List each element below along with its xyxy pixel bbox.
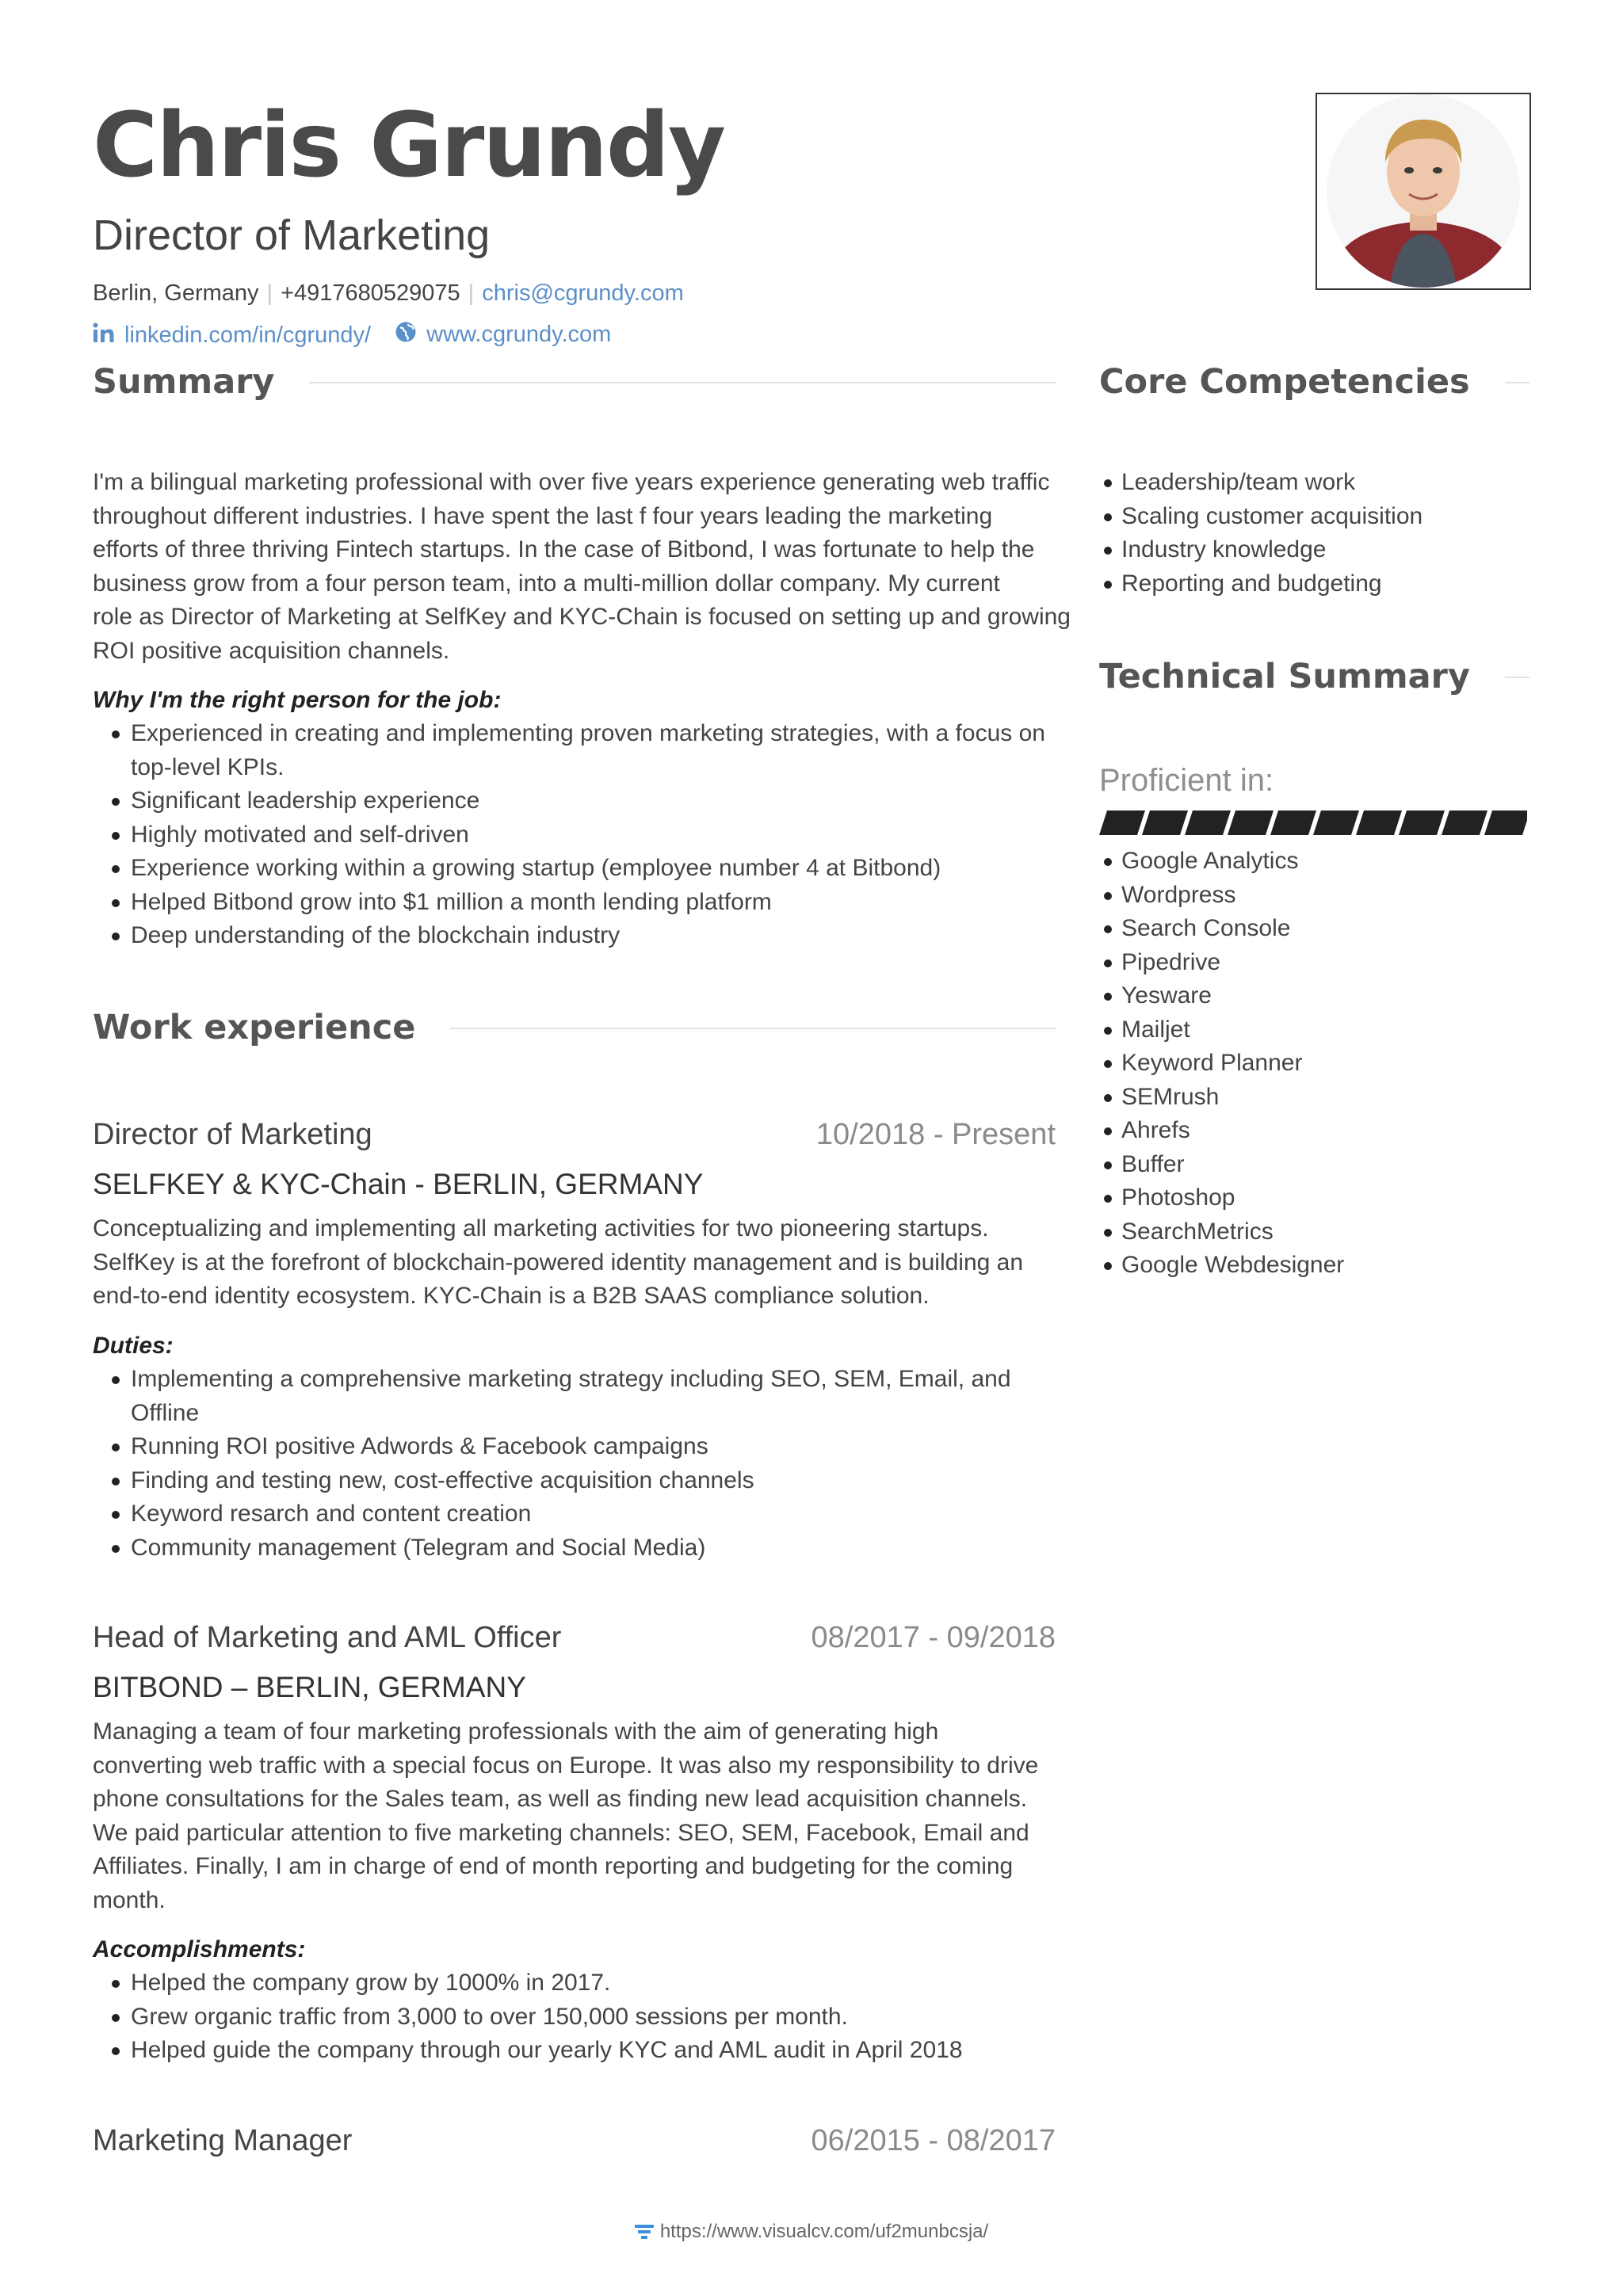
list-item: Highly motivated and self-driven [93, 818, 1064, 852]
skill-segment [1313, 810, 1359, 835]
description-line: Managing a team of four marketing professionals with the aim of generating high [93, 1718, 939, 1745]
email-link[interactable]: chris@cgrundy.com [482, 280, 684, 306]
list-item: Google Analytics [1099, 845, 1527, 879]
description-line: Affiliates. Finally, I am in charge of end of month reporting and budgeting for the coming [93, 1853, 1014, 1879]
skill-segment [1484, 810, 1527, 835]
job-company: SELFKEY & KYC-Chain - BERLIN, GERMANY [93, 1168, 704, 1200]
list-item: Running ROI positive Adwords & Facebook campaigns [93, 1430, 1044, 1464]
description-line: Conceptualizing and implementing all marketing activities for two pioneering startups. [93, 1215, 989, 1241]
job-title: Marketing Manager [93, 2124, 353, 2157]
list-item: Photoshop [1099, 1181, 1527, 1215]
list-item: Reporting and budgeting [1099, 567, 1527, 601]
section-title: Core Competencies [1099, 362, 1470, 402]
separator: | [266, 280, 273, 306]
website-url: www.cgrundy.com [426, 321, 612, 347]
list-item: Yesware [1099, 979, 1527, 1013]
duties-list [93, 1363, 1044, 1565]
summary-line: role as Director of Marketing at SelfKey and KYC-Chain is focused on setting up and growing [93, 604, 1071, 630]
list-item: Scaling customer acquisition [1099, 500, 1527, 534]
summary-line: I'm a bilingual marketing professional with over five years experience generating web traffic [93, 469, 1050, 495]
tools-list [1099, 845, 1527, 1283]
list-item: Community management (Telegram and Social Media) [93, 1531, 1044, 1566]
profile-photo [1316, 93, 1531, 290]
accomplishments-label: Accomplishments: [93, 1936, 306, 1962]
list-item: Leadership/team work [1099, 466, 1527, 500]
list-item: Buffer [1099, 1148, 1527, 1182]
list-item: Experience working within a growing startup (employee number 4 at Bitbond) [93, 852, 1064, 886]
list-item: Industry knowledge [1099, 533, 1527, 567]
accomplishments-list [93, 1966, 1044, 2068]
summary-text [93, 466, 1075, 668]
list-item: Keyword resarch and content creation [93, 1497, 1044, 1531]
summary-line: throughout different industries. I have spent the last f four years leading the marketing [93, 502, 993, 529]
skill-segment [1142, 810, 1188, 835]
summary-line: business grow from a four person team, into a multi-million dollar company. My current [93, 570, 1000, 597]
job-dates: 06/2015 - 08/2017 [811, 2124, 1056, 2157]
job-description [93, 1715, 1075, 1917]
linkedin-link[interactable] [93, 322, 371, 348]
competencies-list [1099, 466, 1527, 601]
phone[interactable]: +4917680529075 [281, 280, 460, 306]
job-title: Director of Marketing [93, 1118, 372, 1151]
list-item: Helped the company grow by 1000% in 2017. [93, 1966, 1044, 2000]
section-title: Work experience [93, 1008, 416, 1047]
visualcv-logo-icon [635, 2224, 654, 2244]
footer-url[interactable]: https://www.visualcv.com/uf2munbcsja/ [659, 2221, 989, 2242]
linkedin-icon [93, 322, 115, 348]
section-title: Technical Summary [1099, 657, 1470, 696]
list-item: Grew organic traffic from 3,000 to over 150,000 sessions per month. [93, 2000, 1044, 2035]
job-dates: 08/2017 - 09/2018 [811, 1621, 1056, 1654]
proficient-label: Proficient in: [1099, 763, 1274, 798]
skill-segment [1399, 810, 1445, 835]
linkedin-url: linkedin.com/in/cgrundy/ [124, 322, 372, 348]
technical-heading [1099, 657, 1529, 696]
portrait-image [1317, 94, 1529, 288]
summary-line: efforts of three thriving Fintech startups. In the case of Bitbond, I was fortunate to help the [93, 536, 1035, 563]
summary-heading [93, 362, 1056, 402]
location: Berlin, Germany [93, 280, 259, 306]
candidate-name: Chris Grundy [93, 94, 725, 197]
description-line: month. [93, 1886, 166, 1913]
section-rule [1505, 677, 1529, 678]
why-list [93, 717, 1064, 953]
description-line: SelfKey is at the forefront of blockchain-powered identity management and is building an [93, 1249, 1024, 1276]
list-item: SearchMetrics [1099, 1215, 1527, 1249]
candidate-title: Director of Marketing [93, 212, 491, 259]
website-link[interactable] [395, 321, 611, 348]
list-item: Pipedrive [1099, 946, 1527, 980]
list-item: Finding and testing new, cost-effective acquisition channels [93, 1464, 1044, 1498]
skill-level-bar [1099, 810, 1527, 837]
skill-segment [1356, 810, 1402, 835]
duties-label: Duties: [93, 1333, 174, 1359]
profile-links [93, 321, 628, 348]
description-line: We paid particular attention to five marketing channels: SEO, SEM, Facebook, Email and [93, 1819, 1029, 1846]
skill-segment [1270, 810, 1316, 835]
work-heading [93, 1008, 1056, 1047]
job-company: BITBOND – BERLIN, GERMANY [93, 1671, 526, 1703]
list-item: Experienced in creating and implementing proven marketing strategies, with a focus on top-level KPIs. [93, 717, 1064, 784]
skill-segment [1185, 810, 1231, 835]
list-item: SEMrush [1099, 1081, 1527, 1115]
section-rule [450, 1028, 1056, 1029]
job-title: Head of Marketing and AML Officer [93, 1621, 562, 1654]
list-item: Deep understanding of the blockchain industry [93, 919, 1064, 953]
list-item: Helped guide the company through our yearly KYC and AML audit in April 2018 [93, 2034, 1044, 2068]
description-line: converting web traffic with a special focus on Europe. It was also my responsibility to drive [93, 1752, 1039, 1779]
section-rule [1505, 382, 1529, 383]
list-item: Google Webdesigner [1099, 1249, 1527, 1283]
contact-line [93, 282, 684, 305]
skill-segment [1099, 810, 1145, 835]
list-item: Helped Bitbond grow into $1 million a month lending platform [93, 886, 1064, 920]
separator: | [468, 280, 475, 306]
description-line: end-to-end identity ecosystem. KYC-Chain is a B2B SAAS compliance solution. [93, 1283, 930, 1309]
description-line: phone consultations for the Sales team, as well as finding new lead acquisition channels. [93, 1786, 1028, 1812]
list-item: Wordpress [1099, 879, 1527, 913]
why-label: Why I'm the right person for the job: [93, 687, 502, 713]
list-item: Mailjet [1099, 1013, 1527, 1047]
list-item: Keyword Planner [1099, 1047, 1527, 1081]
job-description [93, 1212, 1075, 1314]
competencies-heading [1099, 362, 1529, 402]
skill-segment [1442, 810, 1487, 835]
globe-icon [395, 321, 417, 348]
list-item: Ahrefs [1099, 1114, 1527, 1148]
list-item: Significant leadership experience [93, 784, 1064, 818]
footer-url-line [0, 2222, 1623, 2244]
list-item: Implementing a comprehensive marketing strategy including SEO, SEM, Email, and Offline [93, 1363, 1044, 1430]
skill-segment [1228, 810, 1274, 835]
list-item: Search Console [1099, 912, 1527, 946]
section-rule [309, 382, 1056, 383]
section-title: Summary [93, 362, 275, 402]
summary-line: ROI positive acquisition channels. [93, 637, 450, 664]
job-dates: 10/2018 - Present [815, 1118, 1056, 1151]
